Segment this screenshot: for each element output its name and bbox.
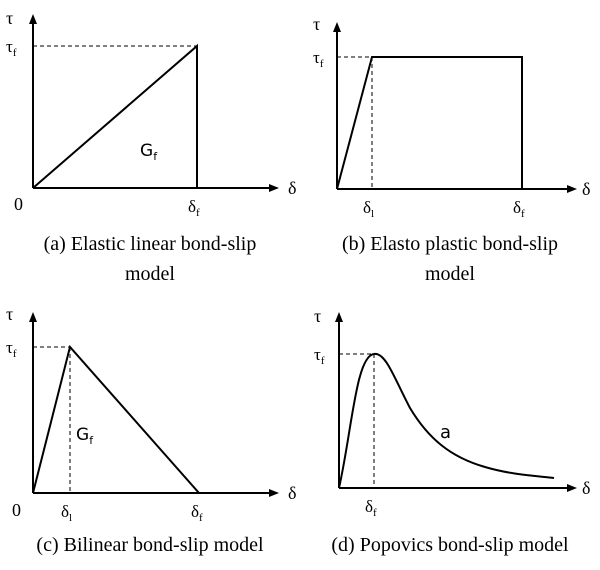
x-axis-label: δ bbox=[288, 483, 297, 503]
y-axis-label: τ bbox=[6, 304, 14, 324]
panel-c-bilinear bbox=[0, 290, 300, 570]
fracture-energy-label: $G_f$ bbox=[140, 141, 158, 163]
x-axis-arrow bbox=[269, 489, 279, 497]
y-axis-label: τ bbox=[6, 8, 14, 28]
caption-c bbox=[0, 530, 300, 560]
slip-label: $\delta_f$ bbox=[365, 497, 377, 519]
x-axis-arrow bbox=[269, 184, 279, 192]
x-axis-label: δ bbox=[582, 179, 591, 199]
curve-parameter-label: a bbox=[440, 422, 452, 443]
caption-d-line1: (d) Popovics bond-slip model bbox=[331, 534, 569, 556]
diagram-d bbox=[300, 290, 600, 570]
peak-label: $\tau_f$ bbox=[314, 345, 325, 367]
slip-label: $\delta_f$ bbox=[188, 197, 200, 219]
peak-label: $\tau_f$ bbox=[6, 338, 17, 360]
peak-label: $\tau_f$ bbox=[6, 37, 17, 59]
caption-c-line1: (c) Bilinear bond-slip model bbox=[36, 534, 264, 556]
caption-a bbox=[0, 229, 300, 289]
y-axis-arrow bbox=[29, 14, 37, 24]
caption-b-line2: model bbox=[425, 263, 475, 285]
bond-slip-curve bbox=[33, 46, 233, 188]
panel-d-popovics bbox=[300, 290, 600, 570]
y-axis-arrow bbox=[335, 312, 343, 322]
x-axis-label: δ bbox=[582, 478, 591, 498]
x-axis-arrow bbox=[567, 185, 577, 193]
x-axis-label: δ bbox=[288, 178, 297, 198]
origin-label: 0 bbox=[14, 194, 23, 214]
panel-b-elasto-plastic bbox=[300, 0, 600, 290]
fracture-energy-label: $G_f$ bbox=[76, 425, 94, 447]
slip2-label: $\delta_f$ bbox=[191, 502, 203, 524]
y-axis-label: τ bbox=[314, 306, 322, 326]
slip2-label: $\delta_f$ bbox=[513, 198, 525, 220]
peak-label: $\tau_f$ bbox=[313, 48, 324, 70]
y-axis-arrow bbox=[29, 312, 37, 322]
caption-b bbox=[300, 229, 600, 289]
y-axis-arrow bbox=[333, 22, 341, 32]
caption-a-line2: model bbox=[125, 263, 175, 285]
bond-slip-curve bbox=[33, 347, 233, 493]
origin-label: 0 bbox=[12, 500, 21, 520]
caption-d bbox=[300, 530, 600, 560]
caption-b-line1: (b) Elasto plastic bond-slip bbox=[341, 233, 559, 255]
bond-slip-curve bbox=[339, 354, 554, 488]
y-axis-label: τ bbox=[313, 14, 321, 34]
slip1-label: $\delta_l$ bbox=[61, 502, 73, 524]
diagram-c bbox=[0, 290, 300, 570]
caption-a-line1: (a) Elastic linear bond-slip bbox=[43, 233, 257, 255]
bond-slip-curve bbox=[337, 57, 522, 189]
panel-a-elastic-linear bbox=[0, 0, 300, 290]
x-axis-arrow bbox=[567, 484, 577, 492]
slip1-label: $\delta_l$ bbox=[363, 198, 375, 220]
